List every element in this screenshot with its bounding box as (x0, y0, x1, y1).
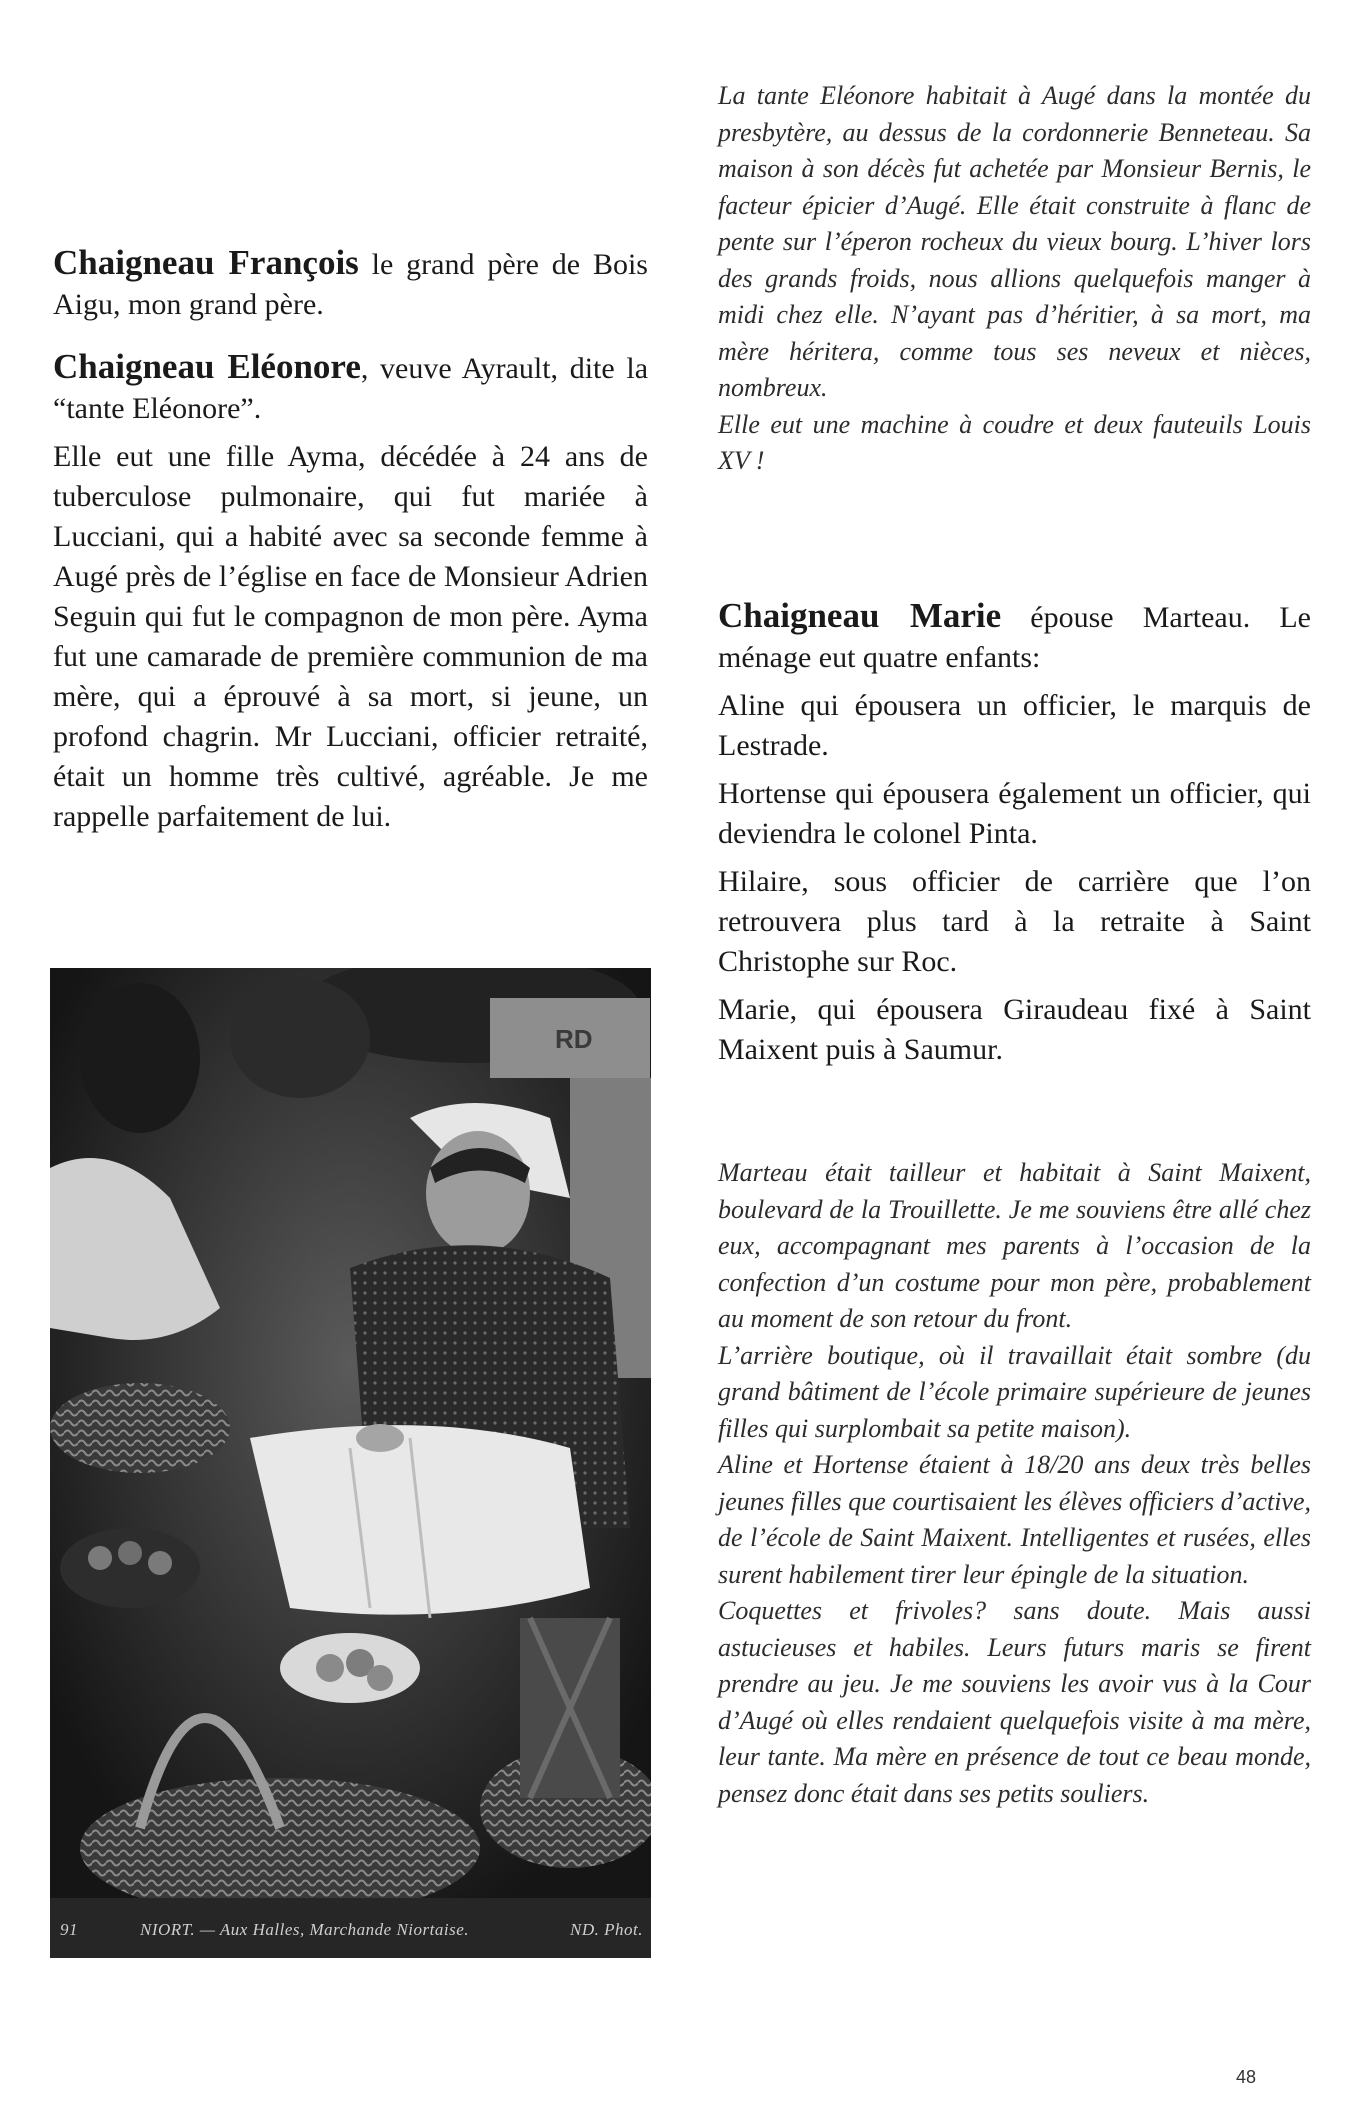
entry-name: Chaigneau Eléonore (53, 347, 361, 386)
entry-text: épouse Marteau. Le ménage eut quatre enfants: (718, 601, 1311, 674)
entry-name: Chaigneau François (53, 243, 359, 282)
entry-chaigneau-marie (718, 596, 1311, 678)
italic-note-marteau (718, 1155, 1311, 1812)
child-item: Marie, qui épousera Giraudeau fixé à Saint Maixent puis à Saumur. (718, 993, 1311, 1066)
child-item: Aline qui épousera un officier, le marquis de Lestrade. (718, 689, 1311, 762)
entry-text: le grand père de Bois Aigu, mon grand père. (53, 248, 648, 321)
market-sign-text: RD (555, 1024, 593, 1054)
market-woman-photo-illustration (50, 968, 651, 1958)
caption-text: NIORT. — Aux Halles, Marchande Niortaise. (140, 1920, 469, 1939)
italic-paragraph: Aline et Hortense étaient à 18/20 ans deux très belles jeunes filles que courtisaient les élèves officiers d’active, de l’école de Saint Maixent. Intelligentes et rusées, elles surent habilement tirer leur épingle de la situation. (718, 1450, 1311, 1589)
child-item: Hilaire, sous officier de carrière que l’on retrouvera plus tard à la retraite à Saint Christophe sur Roc. (718, 865, 1311, 978)
italic-paragraph: Marteau était tailleur et habitait à Saint Maixent, boulevard de la Trouillette. Je me souviens être allé chez eux, accompagnant mes parents à l’occasion de la confection d’un costume pour mon père, probablement au moment de son retour du front. (718, 1158, 1311, 1333)
italic-paragraph: Coquettes et frivoles? sans doute. Mais aussi astucieuses et habiles. Leurs futurs maris se firent prendre au jeu. Je me souviens les avoir vus à la Cour d’Augé où elles rendaient quelquefois visite à ma mère, leur tante. Ma mère en présence de tout ce beau monde, pensez donc était dans ses petits souliers. (718, 1596, 1311, 1808)
right-column-bottom-note (718, 1155, 1311, 1812)
photo-caption (50, 1916, 651, 1944)
entry-chaigneau-eleonore (53, 347, 648, 429)
market-photo (50, 968, 651, 1958)
entry-text: , veuve Ayrault, dite la “tante Eléonore”. (53, 352, 649, 425)
caption-credit: ND. Phot. (570, 1920, 643, 1939)
italic-paragraph: La tante Eléonore habitait à Augé dans la montée du presbytère, au dessus de la cordonnerie Benneteau. Sa maison à son décès fut achetée par Monsieur Bernis, le facteur épicier d’Augé. Elle était construite à flanc de pente sur l’éperon rocheux du vieux bourg. L’hiver lors des grands froids, nous allions quelquefois manger à midi chez elle. N’ayant pas d’héritier, à sa mort, ma mère héritera, comme tous ses neveux et nièces, nombreux. (718, 81, 1311, 402)
child-item: Hortense qui épousera également un officier, qui deviendra le colonel Pinta. (718, 777, 1311, 850)
right-column-top-note (718, 78, 1311, 480)
italic-paragraph: Elle eut une machine à coudre et deux fauteuils Louis XV ! (718, 409, 1311, 475)
caption-number: 91 (60, 1920, 78, 1939)
page-number: 48 (1236, 2067, 1257, 2087)
italic-paragraph: L’arrière boutique, où il travaillait était sombre (du grand bâtiment de l’école primaire supérieure de jeunes filles qui surplombait sa petite maison). (718, 1340, 1311, 1443)
right-column-marie (718, 596, 1311, 1078)
entry-name: Chaigneau Marie (718, 596, 1002, 635)
italic-note-eleonore (718, 78, 1311, 480)
entry-chaigneau-francois (53, 243, 648, 325)
left-column (53, 243, 648, 845)
eleonore-paragraph: Elle eut une fille Ayma, décédée à 24 ans de tuberculose pulmonaire, qui fut mariée à Lucciani, qui a habité avec sa seconde femme à Augé près de l’église en face de Monsieur Adrien Seguin qui fut le compagnon de mon père. Ayma fut une camarade de première communion de ma mère, qui a éprouvé à sa mort, si jeune, un profond chagrin. Mr Lucciani, officier retraité, était un homme très cultivé, agréable. Je me rappelle parfaitement de lui. (53, 440, 648, 833)
